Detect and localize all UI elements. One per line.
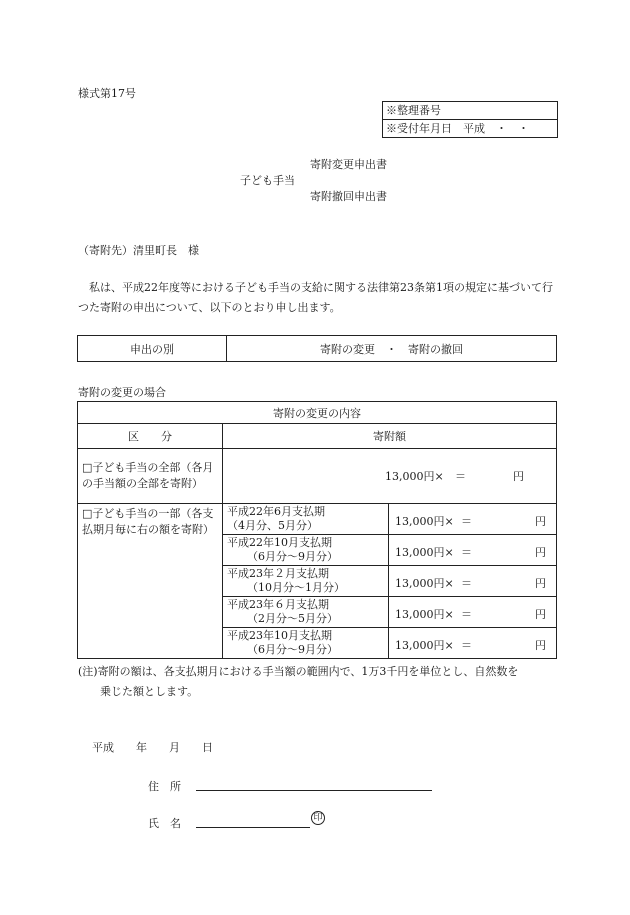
yen-label: 円 (535, 577, 546, 590)
body-text: 私は、平成22年度等における子ども手当の支給に関する法律第23条第1項の規定に基づいて行つた寄附の申出について、以下のとおり申し出ます。 (78, 281, 553, 314)
yen-label: 円 (535, 515, 546, 528)
table-title: 寄附の変更の内容 (78, 402, 557, 424)
period-name: 平成23年10月支払期 (227, 629, 332, 642)
period-cell (223, 566, 389, 597)
change-details-table (77, 401, 557, 659)
yen-label: 円 (535, 639, 546, 652)
title-withdraw: 寄附撤回申出書 (310, 190, 387, 203)
option-all-label[interactable]: □子ども手当の全部（各月の手当額の全部を寄附） (78, 449, 223, 504)
equals-sign: ＝ (461, 608, 472, 621)
option-all-amount (223, 449, 557, 504)
period-amount-cell (389, 566, 557, 597)
period-months: （10月分～1月分） (247, 581, 345, 594)
period-amount-cell (389, 597, 557, 628)
amount-unit: 13,000円× (385, 470, 444, 483)
note-line-1: (注)寄附の額は、各支払期月における手当額の範囲内で、1万3千円を単位とし、自然数を (78, 665, 519, 678)
office-use-box (382, 101, 558, 138)
period-name: 平成23年２月支払期 (227, 567, 329, 580)
period-name: 平成22年6月支払期 (227, 505, 325, 518)
request-kind-options[interactable]: 寄附の変更 ・ 寄附の撤回 (227, 336, 557, 362)
address-label: 住 所 (148, 780, 181, 793)
yen-label: 円 (535, 608, 546, 621)
received-date-label: ※受付年月日 平成 ・ ・ (383, 119, 557, 137)
option-partial-label[interactable]: □子ども手当の一部（各支払期月毎に右の額を寄附） (78, 504, 223, 659)
section-label: 寄附の変更の場合 (78, 386, 166, 399)
ref-number-label: ※整理番号 (386, 104, 441, 117)
equals-sign: ＝ (461, 639, 472, 652)
form-number: 様式第17号 (78, 87, 136, 100)
period-cell (223, 535, 389, 566)
period-amount-cell (389, 504, 557, 535)
period-cell (223, 504, 389, 535)
addressee: （寄附先）清里町長 様 (78, 244, 199, 257)
title-change: 寄附変更申出書 (310, 158, 387, 171)
date-line[interactable]: 平成 年 月 日 (92, 741, 213, 754)
request-kind-table (77, 335, 557, 362)
amount-unit: 13,000円× (395, 546, 454, 559)
name-field-line[interactable] (196, 827, 310, 828)
period-months: （6月分～9月分） (247, 550, 338, 563)
period-cell (223, 628, 389, 659)
period-months: （4月分、5月分） (227, 519, 318, 532)
note-line-2: 乗じた額とします。 (100, 685, 199, 698)
period-name: 平成22年10月支払期 (227, 536, 332, 549)
period-name: 平成23年６月支払期 (227, 598, 329, 611)
equals-sign: ＝ (461, 515, 472, 528)
col-header-category: 区 分 (78, 424, 223, 449)
period-months: （6月分～9月分） (247, 643, 338, 656)
request-kind-label: 申出の別 (78, 336, 227, 362)
equals-sign: ＝ (461, 546, 472, 559)
seal-mark: 印 (311, 811, 325, 825)
amount-unit: 13,000円× (395, 608, 454, 621)
col-header-amount: 寄附額 (223, 424, 557, 449)
name-label: 氏 名 (148, 817, 181, 830)
yen-label: 円 (513, 470, 524, 483)
period-amount-cell (389, 628, 557, 659)
equals-sign: ＝ (461, 577, 472, 590)
period-cell (223, 597, 389, 628)
address-field-line[interactable] (196, 790, 432, 791)
period-amount-cell (389, 535, 557, 566)
period-row (78, 504, 557, 535)
yen-label: 円 (535, 546, 546, 559)
amount-unit: 13,000円× (395, 577, 454, 590)
title-subject: 子ども手当 (240, 174, 295, 187)
period-months: （2月分～5月分） (247, 612, 338, 625)
amount-unit: 13,000円× (395, 639, 454, 652)
amount-unit: 13,000円× (395, 515, 454, 528)
equals-sign: ＝ (455, 470, 466, 483)
